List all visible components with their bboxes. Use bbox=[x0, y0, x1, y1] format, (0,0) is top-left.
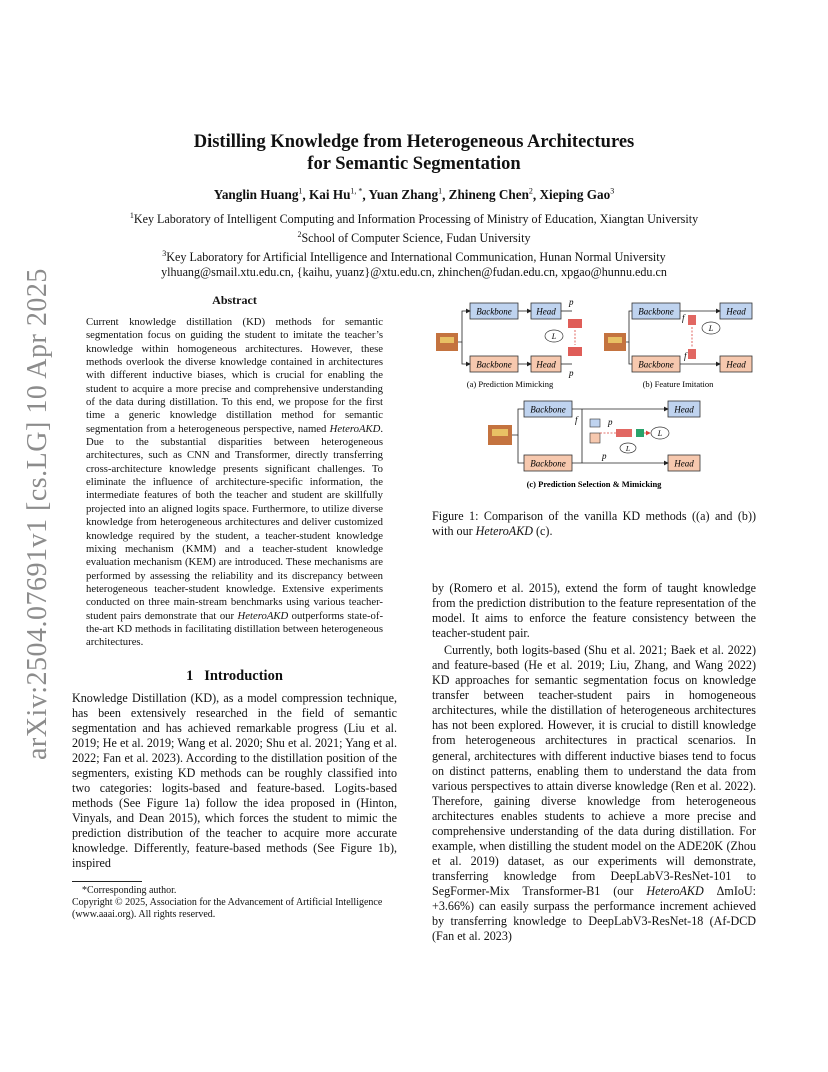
right-paragraph-1: by (Romero et al. 2015), extend the form of taught knowledge from the prediction distribution to the feature representation of the model. It aims to enforce the feature consistency between the teacher-student pair. bbox=[432, 581, 756, 641]
intro-paragraph: Knowledge Distillation (KD), as a model compression technique, has been extensively researched in the field of semantic segmentation and has achieved remarkable progress (Liu et al. 2019; He et al. 2019; Wang et al. 2020; Shu et al. 2021; Yang et al. 2022; Fan et al. 2023). According to the distillation position of the segmenters, existing KD methods can be roughly classified into two categories: logits-based and feature-based. Logits-based methods (See Figure 1a) follow the idea proposed in (Hinton, Vinyals, and Dean 2015), which forces the student to mimic the prediction distribution of the teacher to acquire more accurate knowledge. Differently, feature-based methods (See Figure 1b), inspired bbox=[72, 690, 397, 871]
teacher-head-c-label: Head bbox=[674, 404, 694, 415]
figure-caption: Figure 1: Comparison of the vanilla KD methods ((a) and (b)) with our HeteroAKD (c). bbox=[432, 509, 756, 538]
teacher-head-a-label: Head bbox=[536, 306, 556, 317]
author: Yuan Zhang$^1$ bbox=[368, 187, 443, 203]
svg-text:L: L bbox=[657, 429, 663, 438]
svg-text:p: p bbox=[602, 451, 607, 461]
student-backbone-b-label: Backbone bbox=[638, 359, 674, 370]
author: Yanglin Huang$^1$ bbox=[213, 187, 303, 203]
svg-text:p: p bbox=[608, 417, 613, 427]
affiliations bbox=[80, 208, 748, 280]
svg-text:p: p bbox=[569, 368, 574, 378]
section-heading-introduction: 1 Introduction bbox=[186, 667, 283, 684]
author: Xieping Gao$^3$ bbox=[539, 187, 615, 203]
email-list: ylhuang@smail.xtu.edu.cn, {kaihu, yuanz}@xtu.edu.cn, zhinchen@fudan.edu.cn, xpgao@hunnu.edu.cn bbox=[161, 265, 667, 280]
figure-diagram bbox=[432, 295, 756, 495]
teacher-head-b-label: Head bbox=[726, 306, 746, 317]
abstract-heading: Abstract bbox=[212, 293, 257, 307]
right-column bbox=[432, 581, 756, 944]
panel-c bbox=[488, 401, 700, 489]
svg-text:f: f bbox=[575, 415, 578, 425]
teacher-backbone-a-label: Backbone bbox=[476, 306, 512, 317]
svg-text:L: L bbox=[708, 324, 714, 333]
abstract-text: Current knowledge distillation (KD) methods for semantic segmentation focus on guiding the student to imitate the teacher’s knowledge within homogeneous architectures. However, these methods overlook the diverse knowledge contained in architectures with different inductive biases, which is crucial for enabling the student to acquire a more precise and comprehensive understanding of the data during distillation. To this end, we propose for the first time a generic knowledge distillation method for semantic segmentation from a heterogeneous perspective, named HeteroAKD. Due to the substantial disparities between heterogeneous architectures, such as CNN and Transformer, directly transferring cross-architecture knowledge presents significant challenges. To eliminate the influence of architecture-specific information, the intermediate features of both the teacher and student are skillfully projected into an aligned logits space. Furthermore, to utilize diverse knowledge from heterogeneous architectures and deliver customized knowledge required by the student, a teacher-student knowledge mixing mechanism (KMM) and a teacher-student knowledge evaluation mechanism (KEM) are introduced. These mechanisms are performed by assessing the reliability and its discrepancy between heterogeneous teacher-student knowledge. Extensive experiments conducted on three main-stream benchmarks using various teacher-student pairs demonstrate that our HeteroAKD outperforms state-of-the-art KD methods in facilitating distillation between heterogeneous architectures. bbox=[86, 316, 384, 649]
student-backbone-a-label: Backbone bbox=[476, 359, 512, 370]
right-paragraph-2: Currently, both logits-based (Shu et al. 2021; Baek et al. 2022) and feature-based (He et al. 2019; Liu, Zhang, and Wang 2022) KD approaches for semantic segmentation focus on knowledge transfer between teacher-student pairs in homogeneous architectures, while the distillation of heterogeneous architectures has not been explored. However, it is crucial to distill knowledge from heterogeneous architectures in practical scenarios. In general, architectures with different inductive biases tend to focus on distinct patterns, enabling them to understand the data from various perspectives to attain diverse knowledge (Ren et al. 2022). Therefore, gaining diverse knowledge from heterogeneous architectures enables students to achieve a more precise and comprehensive understanding of the data during distillation. For example, when distilling the student model on the ADE20K (Zhou et al. 2019) dataset, as our experiments will demonstrate, transferring knowledge from DeepLabV3-ResNet-101 to SegFormer-Mix Transformer-B1 (our HeteroAKD ΔmIoU: +3.66%) can easily surpass the performance increment achieved by transferring knowledge to DeepLabV3-ResNet-18 (Af-DCD (Fan et al. 2023) bbox=[432, 643, 756, 944]
svg-text:L: L bbox=[551, 332, 557, 341]
panel-b bbox=[604, 303, 752, 389]
teacher-backbone-c-label: Backbone bbox=[530, 404, 566, 415]
footnote-corresponding: *Corresponding author. bbox=[82, 885, 177, 897]
left-column bbox=[72, 293, 397, 921]
panel-c-caption: (c) Prediction Selection & Mimicking bbox=[526, 479, 662, 489]
student-head-c-label: Head bbox=[674, 458, 694, 469]
author: Kai $Hu^{1, *}$ bbox=[309, 187, 363, 203]
author-list: Yanglin Huang$^1$, Kai $Hu^{1, *}$, Yuan Zhang$^1$, Zhineng Chen$^2$, Xieping Gao$^3$ bbox=[213, 187, 615, 203]
footnote-divider bbox=[72, 881, 142, 882]
panel-a bbox=[436, 297, 582, 389]
title-line-2: for Semantic Segmentation bbox=[307, 154, 521, 174]
svg-text:p: p bbox=[569, 297, 574, 307]
svg-text:f: f bbox=[684, 351, 687, 361]
svg-text:f: f bbox=[682, 313, 685, 323]
paper-title bbox=[100, 131, 728, 175]
student-head-a-label: Head bbox=[536, 359, 556, 370]
arxiv-identifier: arXiv:2504.07691v1 [cs.LG] 10 Apr 2025 bbox=[22, 268, 53, 760]
author: Zhineng Chen$^2$ bbox=[448, 187, 533, 203]
title-line-1: Distilling Knowledge from Heterogeneous Architectures bbox=[193, 132, 635, 152]
figure-1 bbox=[432, 295, 756, 495]
footnote-copyright: Copyright © 2025, Association for the Advancement of Artificial Intelligence (www.aaai.org). All rights reserved. bbox=[72, 897, 383, 921]
affiliation: $^1$Key Laboratory of Intelligent Computing and Information Processing of Ministry of Education, Xiangtan University bbox=[129, 211, 699, 227]
student-head-b-label: Head bbox=[726, 359, 746, 370]
student-backbone-c-label: Backbone bbox=[530, 458, 566, 469]
svg-text:L: L bbox=[625, 444, 631, 453]
panel-b-caption: (b) Feature Imitation bbox=[642, 379, 714, 389]
affiliation: $^3$Key Laboratory for Artificial Intelligence and International Communication, Hunan Normal University bbox=[162, 249, 666, 265]
teacher-backbone-b-label: Backbone bbox=[638, 306, 674, 317]
panel-a-caption: (a) Prediction Mimicking bbox=[466, 379, 554, 389]
affiliation: $^2$School of Computer Science, Fudan University bbox=[297, 230, 531, 246]
